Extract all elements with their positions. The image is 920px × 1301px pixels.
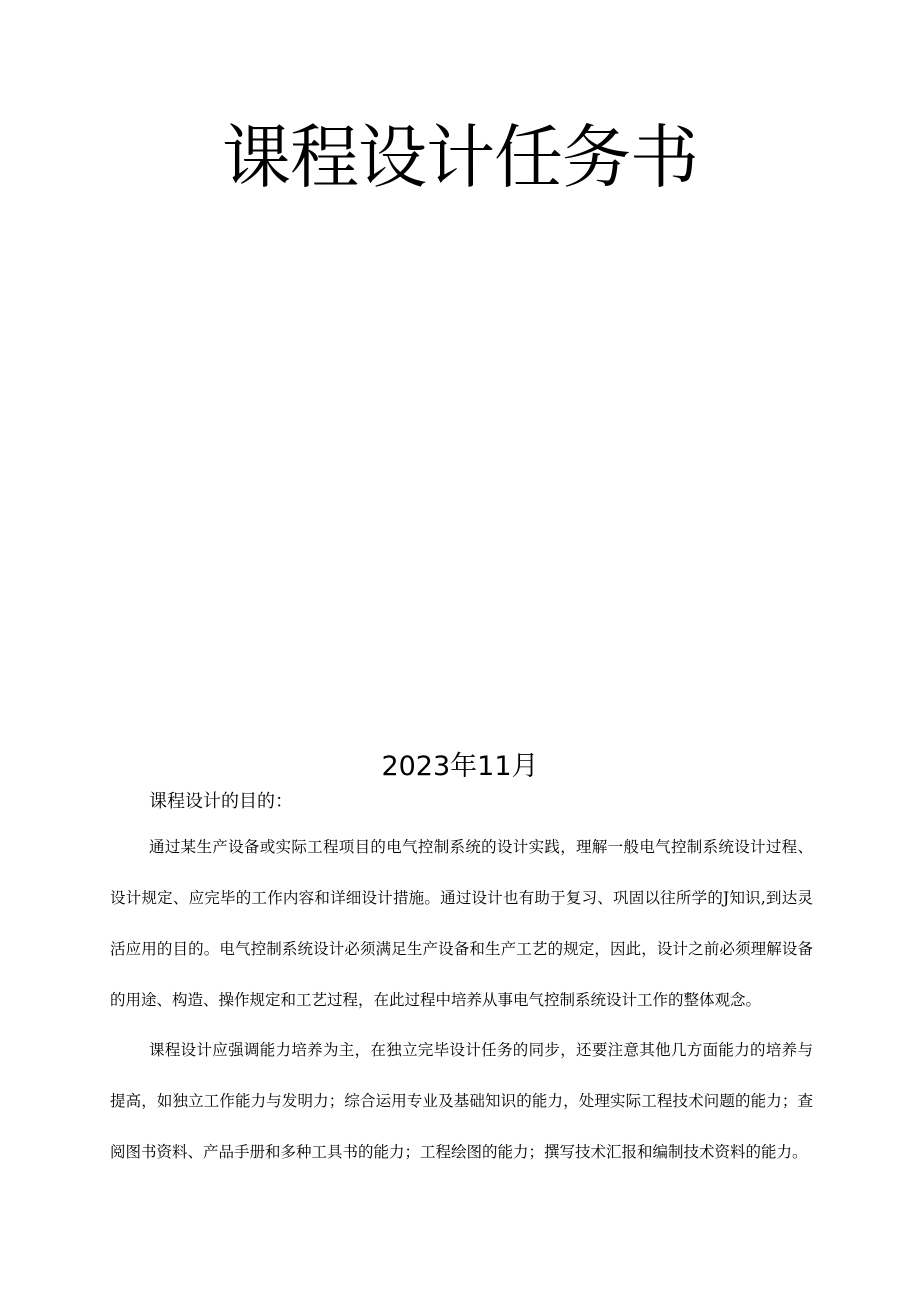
paragraph: 课程设计应强调能力培养为主，在独立完毕设计任务的同步，还要注意其他几方面能力的培养与提高，如独立工作能力与发明力；综合运用专业及基础知识的能力，处理实际工程技术问题的能力；查阅图书资料、产品手册和多种工具书的能力；工程绘图的能力；撰写技术汇报和编制技术资料的能力。: [110, 1041, 813, 1161]
section-heading-purpose: 课程设计的目的：: [149, 791, 293, 812]
document-title: 课程设计任务书: [222, 118, 698, 198]
paragraph: 通过某生产设备或实际工程项目的电气控制系统的设计实践，理解一般电气控制系统设计过程、设计规定、应完毕的工作内容和详细设计措施。通过设计也有助于复习、巩固以往所学的J知识,到达灵活应用的目的。电气控制系统设计必须满足生产设备和生产工艺的规定，因此，设计之前必须理解设备的用途、构造、操作规定和工艺过程，在此过程中培养从事电气控制系统设计工作的整体观念。: [110, 838, 813, 1009]
document-date: 2023年11月: [381, 751, 539, 782]
